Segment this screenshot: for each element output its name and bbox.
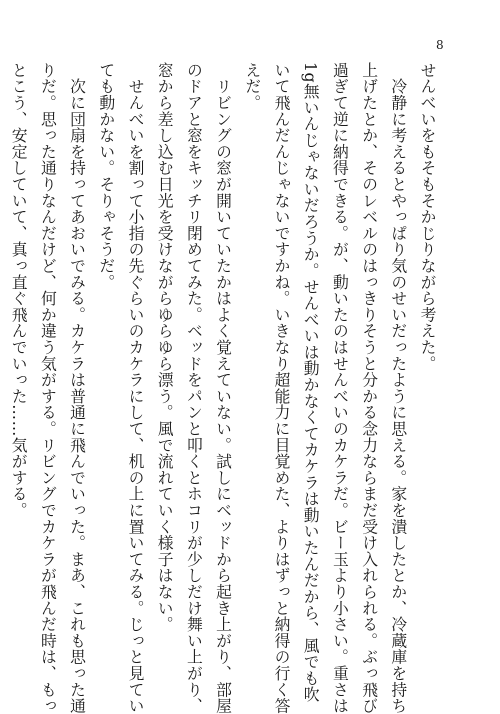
vertical-text-body — [9, 62, 442, 714]
text-line: いて飛んだんじゃないですかね。いきなり超能力に目覚めた、よりはずっと納得の行く答 — [271, 62, 291, 714]
text-line — [0, 62, 4, 654]
text-line: 冷静に考えるとやっぱり気のせいだったように思える。家を潰したとか、冷蔵庫を持ち — [388, 62, 408, 714]
page-number: 8 — [436, 38, 444, 52]
text-line: 1g無いんじゃないだろうか。せんべいは動かなくてカケラは動いたんだから、風でも吹 — [301, 62, 321, 703]
text-line: りだ。思った通りなんだけど、何か違う気がする。リビングでカケラが飛んだ時は、もっ — [38, 62, 58, 714]
text-line: のドアと窓をキッチリ閉めてみた。ベッドをパンと叩くとホコリが少しだけ舞い上がり、 — [184, 62, 204, 714]
text-line: リビングの窓が開いていたかはよく覚えていない。試しにベッドから起き上がり、部屋 — [213, 62, 233, 714]
text-line: 窓から差し込む日光を受けながらゆらゆら漂う。風で流れていく様子はない。 — [155, 62, 175, 633]
text-line: えだ。 — [242, 62, 262, 111]
text-line: 次に団扇を持ってあおいでみる。カケラは普通に飛んでいった。まあ、これも思った通 — [67, 62, 87, 714]
text-line: 過ぎて逆に納得できる。が、動いたのはせんべいのカケラだ。ビー玉より小さい。重さは — [330, 62, 350, 714]
text-line: せんべいをもそもそかじりながら考えた。 — [418, 62, 437, 372]
text-line: 上げたとか、そのレベルのはっきりそうと分かる念力ならまだ受け入れられる。ぶっ飛び — [359, 62, 379, 714]
text-line: ても動かない。そりゃそうだ。 — [96, 62, 116, 291]
text-line: せんべいを割って小指の先ぐらいのカケラにして、机の上に置いてみる。じっと見てい — [125, 62, 145, 714]
text-line: とこう、安定していて、真っ直ぐ飛んでいった……気がする。 — [9, 62, 29, 519]
